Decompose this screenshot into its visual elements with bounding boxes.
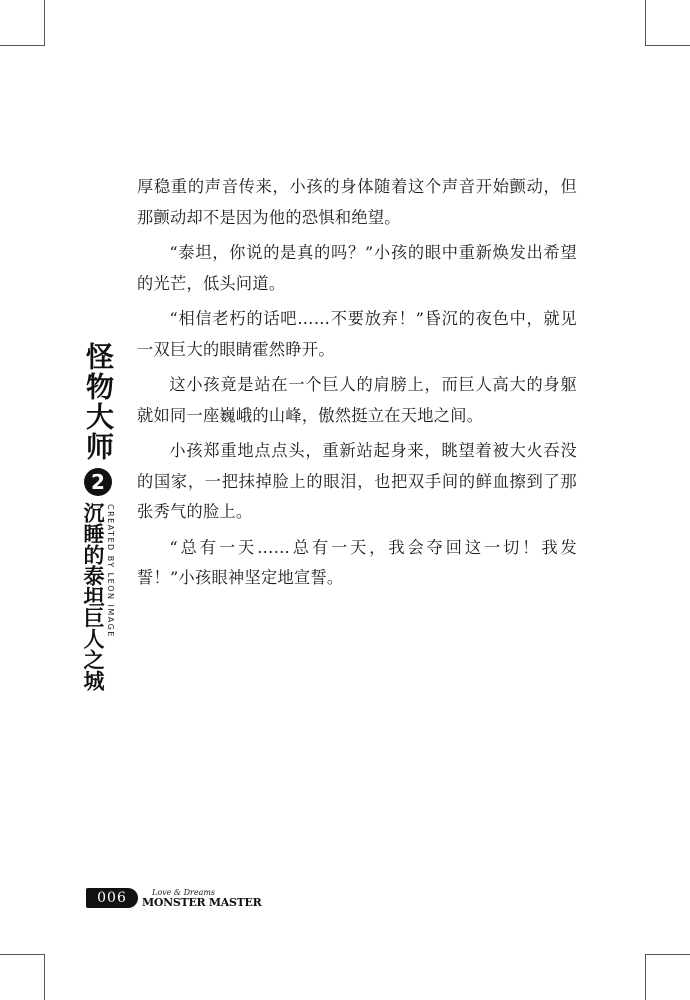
crop-mark	[645, 0, 646, 45]
crop-mark	[645, 45, 690, 46]
paragraph: “泰坦，你说的是真的吗？”小孩的眼中重新焕发出希望的光芒，低头问道。	[137, 243, 577, 293]
crop-mark	[645, 954, 646, 1000]
credit-line: CREATED BY LEON IMAGE	[106, 504, 115, 638]
brand-name: MONSTER MASTER	[142, 895, 262, 909]
crop-mark	[44, 954, 45, 1000]
subtitle-row	[81, 502, 115, 691]
paragraph: “相信老朽的话吧……不要放弃！”昏沉的夜色中，就见一双巨大的眼睛霍然睁开。	[137, 309, 577, 359]
paragraph: 厚稳重的声音传来，小孩的身体随着这个声音开始颤动，但那颤动却不是因为他的恐惧和绝望。	[137, 177, 577, 227]
brand-tagline: Love & Dreams	[152, 887, 216, 897]
page-number-badge	[86, 888, 138, 908]
crop-mark	[44, 0, 45, 45]
crop-mark	[645, 954, 690, 955]
page-number: 006	[97, 890, 127, 906]
footer-brand	[142, 889, 261, 908]
crop-mark	[0, 45, 45, 46]
book-title: 怪物大师	[82, 342, 115, 462]
paragraph: 小孩郑重地点点头，重新站起身来，眺望着被大火吞没的国家，一把抹掉脸上的眼泪，也把双手间的鲜血擦到了那张秀气的脸上。	[137, 441, 577, 521]
paragraph: “总有一天……总有一天，我会夺回这一切！我发誓！”小孩眼神坚定地宣誓。	[137, 537, 577, 587]
crop-mark	[0, 954, 45, 955]
book-title-vertical	[80, 342, 116, 691]
page-footer	[86, 886, 261, 910]
volume-number-badge: 2	[84, 468, 112, 496]
book-subtitle: 沉睡的泰坦巨人之城	[81, 502, 105, 691]
paragraph: 这小孩竟是站在一个巨人的肩膀上，而巨人高大的身躯就如同一座巍峨的山峰，傲然挺立在天地之间。	[137, 375, 577, 425]
body-text	[137, 172, 577, 599]
